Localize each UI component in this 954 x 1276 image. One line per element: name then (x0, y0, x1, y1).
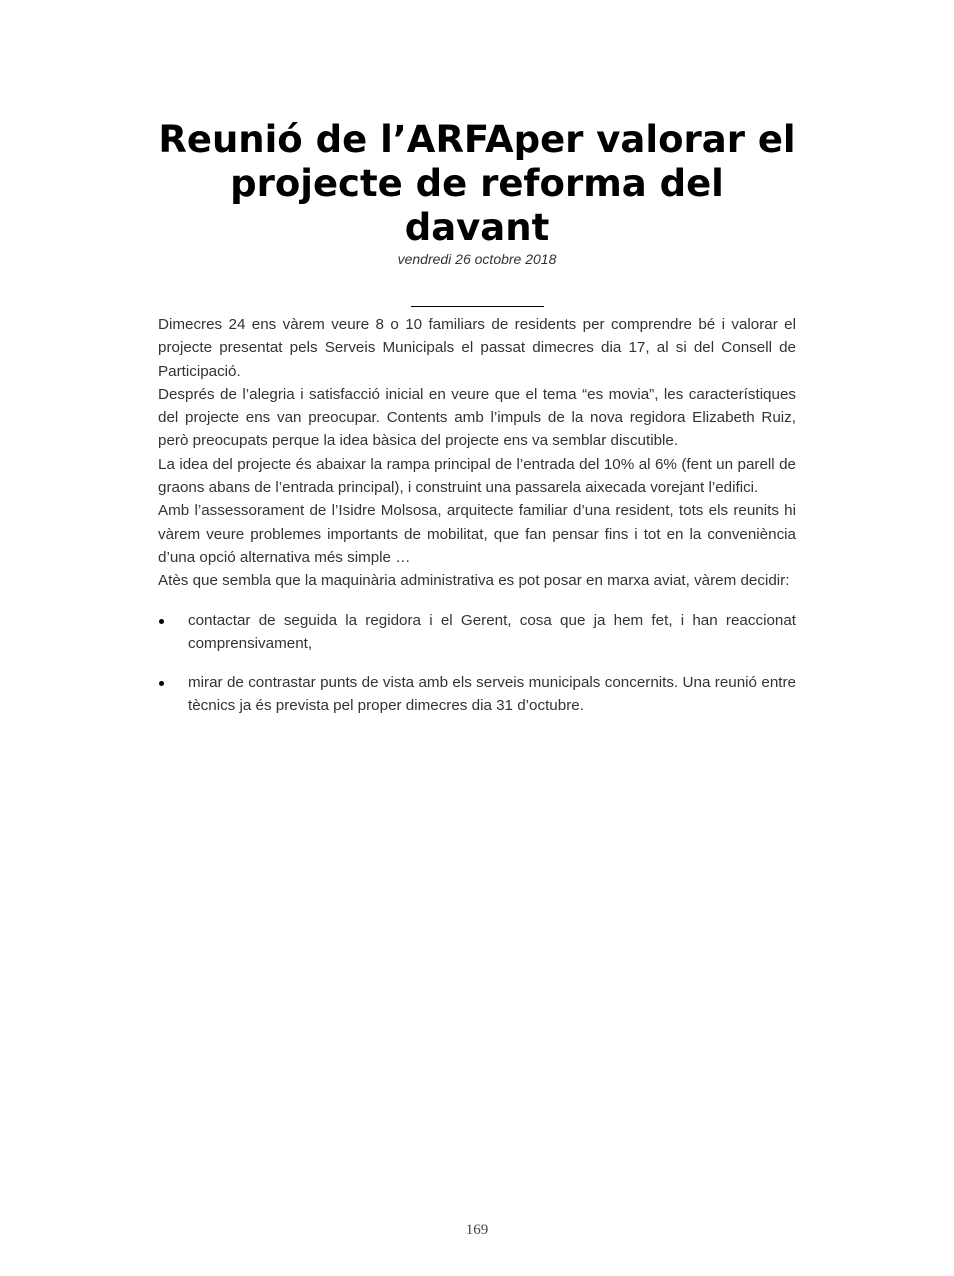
body-paragraph: Atès que sembla que la maquinària administrativa es pot posar en marxa aviat, vàrem decidir: (158, 572, 790, 590)
list-item-text: mirar de contrastar punts de vista amb els serveis municipals concernits. Una reunió entre tècnics ja és prevista pel proper dimecres dia 31 d’octubre. (188, 674, 796, 715)
bullet-icon (159, 619, 164, 624)
bullet-icon (159, 681, 164, 686)
decision-list (158, 609, 796, 718)
body-paragraph: Amb l’assessorament de l’Isidre Molsosa, arquitecte familiar d’una resident, tots els reunits hi vàrem veure problemes importants de mobilitat, que fan pensar fins i tot en la conveniència d’una opció alternativa més simple … (158, 502, 796, 566)
title-line: projecte de reforma del (230, 162, 724, 205)
list-item (158, 609, 796, 656)
title-divider (411, 306, 544, 307)
article-title (150, 118, 804, 250)
body-paragraph: La idea del projecte és abaixar la rampa principal de l’entrada del 10% al 6% (fent un parell de graons abans de l’entrada principal), i construint una passarela aixecada vorejant l’edifici. (158, 455, 796, 497)
title-line: Reunió de l’ARFAper valorar el (158, 118, 796, 161)
list-item (158, 671, 796, 718)
body-paragraph: Després de l’alegria i satisfacció inicial en veure que el tema “es movia”, les característiques del projecte ens van preocupar. Contents amb l’impuls de la nova regidora Elizabeth Ruiz, però preocupats perque la idea bàsica del projecte ens va semblar discutible. (158, 385, 796, 450)
body-paragraph: Dimecres 24 ens vàrem veure 8 o 10 familiars de residents per comprendre bé i valorar el projecte presentat pels Serveis Municipals el passat dimecres dia 17, al si del Consell de Participació. (158, 316, 796, 380)
article-body (158, 313, 796, 734)
title-line: davant (404, 206, 550, 249)
article-date: vendredi 26 octobre 2018 (397, 251, 557, 267)
page-number: 169 (465, 1222, 489, 1238)
list-item-text: contactar de seguida la regidora i el Gerent, cosa que ja hem fet, i han reaccionat comprensivament, (188, 611, 796, 652)
